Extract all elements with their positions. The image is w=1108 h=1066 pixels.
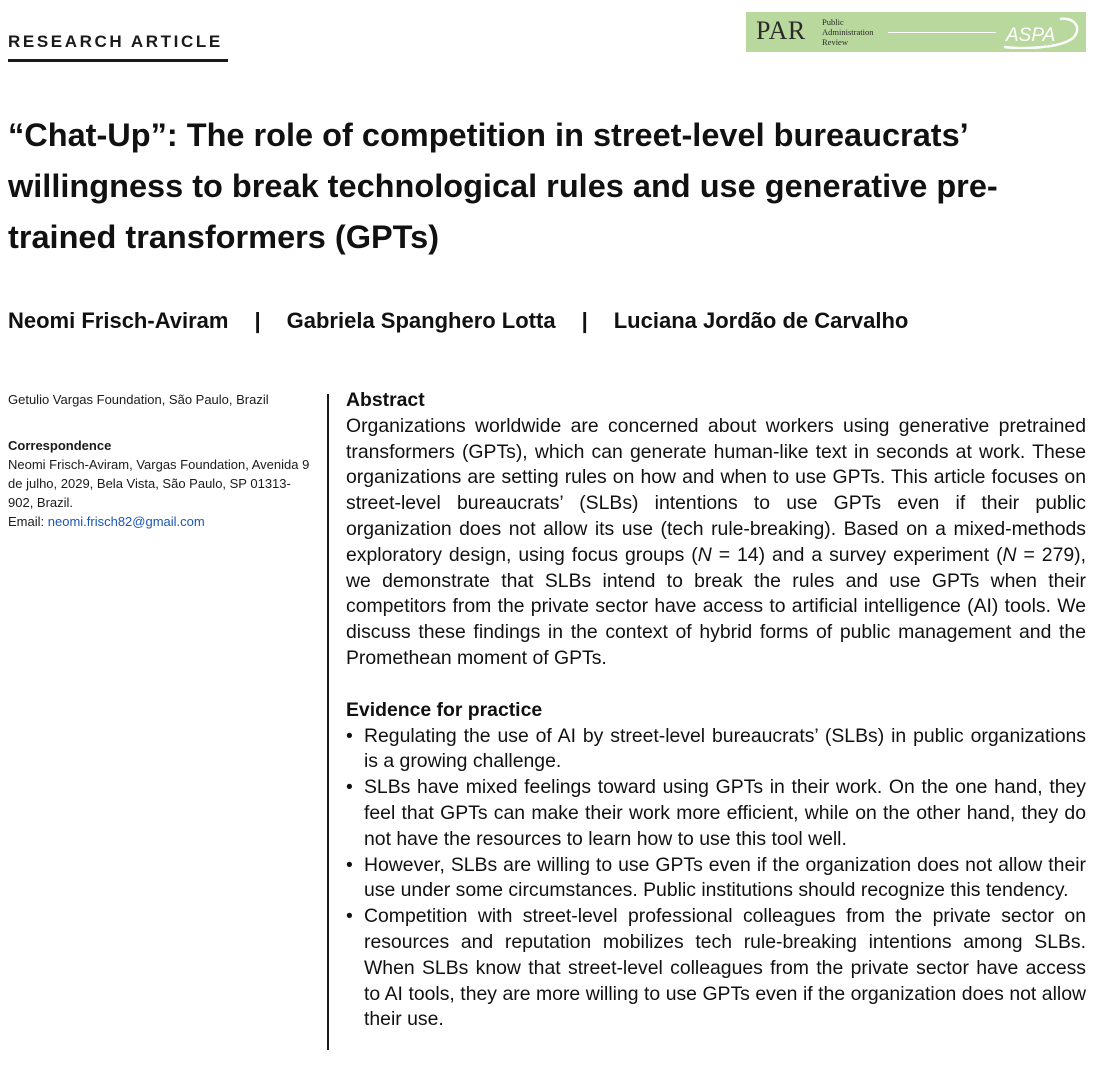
bullet-icon: •: [346, 724, 353, 747]
list-item-text: However, SLBs are willing to use GPTs even if the organization does not allow their use under some circumstances. Public institutions should recognize this tendency.: [364, 853, 1086, 902]
bullet-icon: •: [346, 905, 353, 928]
affiliation: Getulio Vargas Foundation, São Paulo, Brazil: [8, 392, 269, 407]
correspondence-address: Neomi Frisch-Aviram, Vargas Foundation, Avenida 9 de julho, 2029, Bela Vista, São Paulo, SP 01313-902, Brazil.: [8, 457, 310, 510]
author-1[interactable]: Neomi Frisch-Aviram: [8, 308, 229, 333]
abstract-text-part-1: Organizations worldwide are concerned about workers using generative pretrained transformers (GPTs), which can generate human-like text in seconds at work. These organizations are setting rules on how and when to use GPTs. This article focuses on street-level bureaucrats’ (SLBs) intentions to use GPTs even if their public organization does not allow its use (tech rule-breaking). Based on a mixed-methods exploratory design, using focus groups (: [346, 414, 1086, 566]
journal-abbreviation: PAR: [756, 16, 806, 45]
list-item-text: Competition with street-level professional colleagues from the private sector on resources and reputation mobilizes tech rule-breaking intentions among SLBs. When SLBs know that street-level colleagues from the private sector have access to AI tools, they are more willing to use GPTs even if the organization does not allow their use.: [364, 905, 1086, 1031]
bullet-icon: •: [346, 776, 353, 799]
sidebar: [8, 390, 313, 531]
correspondence-heading: Correspondence: [8, 438, 112, 453]
author-list: [8, 308, 908, 334]
paper-title: “Chat-Up”: The role of competition in street-level bureaucrats’ willingness to break technological rules and use generative pre-trained transformers (GPTs): [8, 117, 998, 255]
author-3[interactable]: Luciana Jordão de Carvalho: [613, 308, 909, 333]
list-item: [346, 904, 1086, 1033]
journal-name-line-1: Public: [822, 17, 844, 27]
list-item: [346, 775, 1086, 852]
sample-size-symbol: N: [1002, 543, 1017, 566]
aspa-wordmark: ASPA: [1006, 25, 1056, 46]
email-link[interactable]: neomi.frisch82@gmail.com: [47, 514, 205, 529]
abstract-text-part-3: = 279), we demonstrate that SLBs intend to break the rules and use GPTs when their competitors from the private sector have access to artificial intelligence (AI) tools. We discuss these findings in the context of hybrid forms of public management and the Promethean moment of GPTs.: [346, 543, 1087, 669]
column-divider: [327, 394, 329, 1050]
list-item-text: Regulating the use of AI by street-level bureaucrats’ (SLBs) in public organizations is a growing challenge.: [364, 724, 1086, 773]
author-2[interactable]: Gabriela Spanghero Lotta: [286, 308, 556, 333]
main-column: [346, 388, 1086, 1033]
bullet-icon: •: [346, 853, 353, 876]
journal-logo: [746, 12, 1086, 52]
article-type-underline: [8, 59, 228, 62]
list-item: [346, 853, 1086, 905]
aspa-logo-icon: [1000, 15, 1082, 49]
evidence-list: [346, 724, 1086, 1034]
abstract-text-part-2: = 14) and a survey experiment (: [711, 543, 1003, 566]
list-item: [346, 724, 1086, 776]
list-item-text: SLBs have mixed feelings toward using GPTs in their work. On the one hand, they feel that GPTs can make their work more efficient, while on the other hand, they do not have the resources to learn how to use this tool well.: [364, 776, 1086, 850]
author-separator: |: [254, 308, 261, 333]
logo-rule: [888, 32, 996, 33]
email-label: Email:: [8, 514, 45, 529]
journal-name-line-3: Review: [822, 37, 848, 47]
evidence-heading: Evidence for practice: [346, 698, 543, 721]
journal-name: [822, 17, 873, 47]
abstract-heading: Abstract: [346, 389, 425, 411]
email-line: [8, 512, 313, 531]
sample-size-symbol: N: [697, 543, 712, 566]
abstract-text: [346, 414, 1086, 672]
author-separator: |: [581, 308, 588, 333]
article-type-label: RESEARCH ARTICLE: [8, 32, 223, 51]
journal-name-line-2: Administration: [822, 27, 874, 37]
